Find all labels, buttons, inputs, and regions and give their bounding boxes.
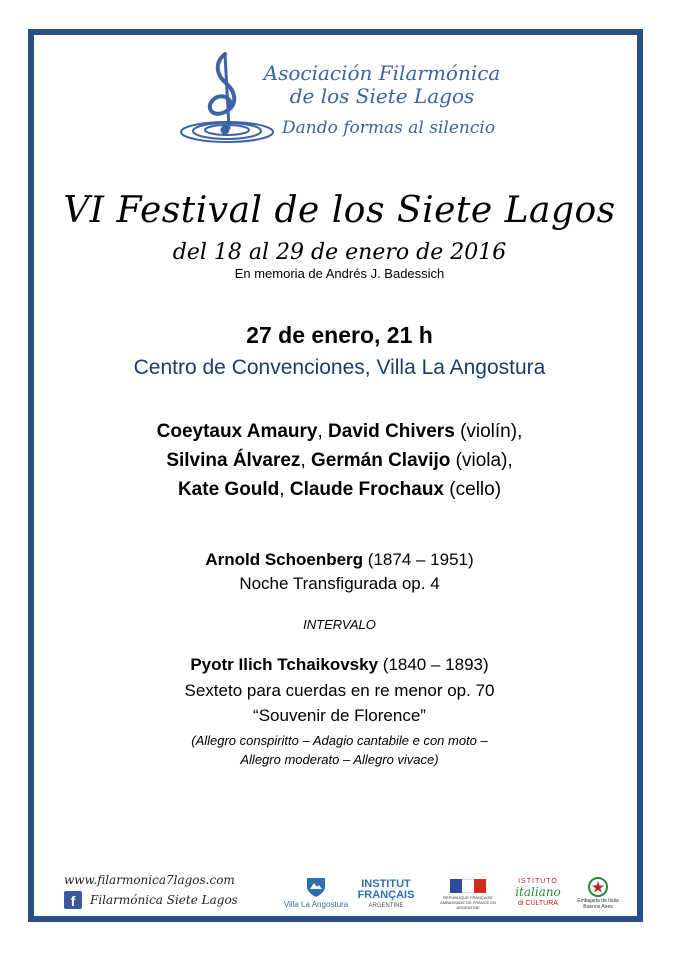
embajada-italia-logo [571, 876, 625, 910]
performer-row: Silvina Álvarez, Germán Clavijo (viola), [166, 450, 513, 471]
istituto-label: italiano [515, 885, 561, 899]
work2-title: Sexteto para cuerdas en re menor op. 70 [184, 681, 495, 700]
institut-label: INSTITUT [361, 878, 411, 890]
performer-row: Coeytaux Amaury, David Chivers (violín), [156, 421, 523, 442]
movements-line: Allegro moderato – Allegro vivace) [240, 752, 439, 767]
concert-date-time: 27 de enero, 21 h [246, 322, 433, 348]
performers-list [0, 417, 679, 504]
french-flag-icon [450, 879, 486, 893]
festival-title: VI Festival de los Siete Lagos [63, 190, 616, 231]
work1-composer [0, 550, 679, 570]
composer-name: Pyotr Ilich Tchaikovsky [190, 655, 379, 674]
instrument-label: (violín), [460, 421, 523, 442]
instrument-label: (cello) [449, 479, 502, 500]
institut-francais-logo [355, 879, 417, 912]
performer-name: Claude Frochaux [289, 479, 445, 500]
movements-line: (Allegro conspiritto – Adagio cantabile e con moto – [191, 733, 488, 748]
work2-nickname: “Souvenir de Florence” [253, 706, 426, 725]
concert-venue: Centro de Convenciones, Villa La Angostura [133, 356, 546, 379]
facebook-label: Filarmónica Siete Lagos [90, 893, 238, 907]
embajada-label: Buenos Aires [583, 904, 613, 910]
istituto-label: ISTITUTO [518, 878, 558, 885]
instrument-label: (viola), [455, 450, 513, 471]
treble-clef-logo-icon [175, 48, 275, 143]
istituto-italiano-logo [503, 876, 573, 909]
composer-years: (1840 – 1893) [382, 655, 489, 674]
facebook-icon: f [64, 891, 82, 909]
rf-label: AMBASSADE DE FRANCE EN ARGENTINE [440, 900, 496, 910]
italian-emblem-icon [587, 876, 609, 898]
republique-francaise-logo [433, 879, 503, 910]
intervalo-label: INTERVALO [303, 617, 376, 632]
org-name [262, 62, 502, 108]
website-link[interactable]: www.filarmonica7lagos.com [64, 873, 235, 887]
performer-name: Kate Gould [177, 479, 280, 500]
institut-label: ARGENTINE [368, 903, 404, 909]
composer-years: (1874 – 1951) [367, 550, 474, 569]
shield-icon [305, 876, 327, 898]
work2-composer [0, 655, 679, 675]
performer-name: Silvina Álvarez [166, 450, 301, 471]
performer-name: David Chivers [328, 421, 455, 442]
org-name-line2: de los Siete Lagos [289, 84, 475, 108]
performer-name: Coeytaux Amaury [156, 421, 318, 442]
work2-movements [0, 731, 679, 769]
org-name-line1: Asociación Filarmónica [263, 61, 501, 85]
istituto-label: di CULTURA [518, 900, 558, 907]
performer-name: Germán Clavijo [311, 450, 451, 471]
org-tagline: Dando formas al silencio [282, 118, 496, 138]
memoria-line: En memoria de Andrés J. Badessich [234, 266, 445, 281]
embajada-label: Embajada de Italia [577, 898, 619, 904]
work1-title: Noche Transfigurada op. 4 [239, 574, 440, 593]
villa-la-angostura-logo [283, 876, 349, 909]
rf-label: RÉPUBLIQUE FRANÇAISE [443, 895, 493, 900]
institut-label: FRANÇAIS [357, 889, 415, 901]
composer-name: Arnold Schoenberg [205, 550, 364, 569]
facebook-link[interactable] [64, 891, 238, 909]
performer-row: Kate Gould, Claude Frochaux (cello) [177, 479, 502, 500]
villa-label: Villa La Angostura [283, 900, 349, 909]
festival-dates: del 18 al 29 de enero de 2016 [172, 240, 507, 265]
